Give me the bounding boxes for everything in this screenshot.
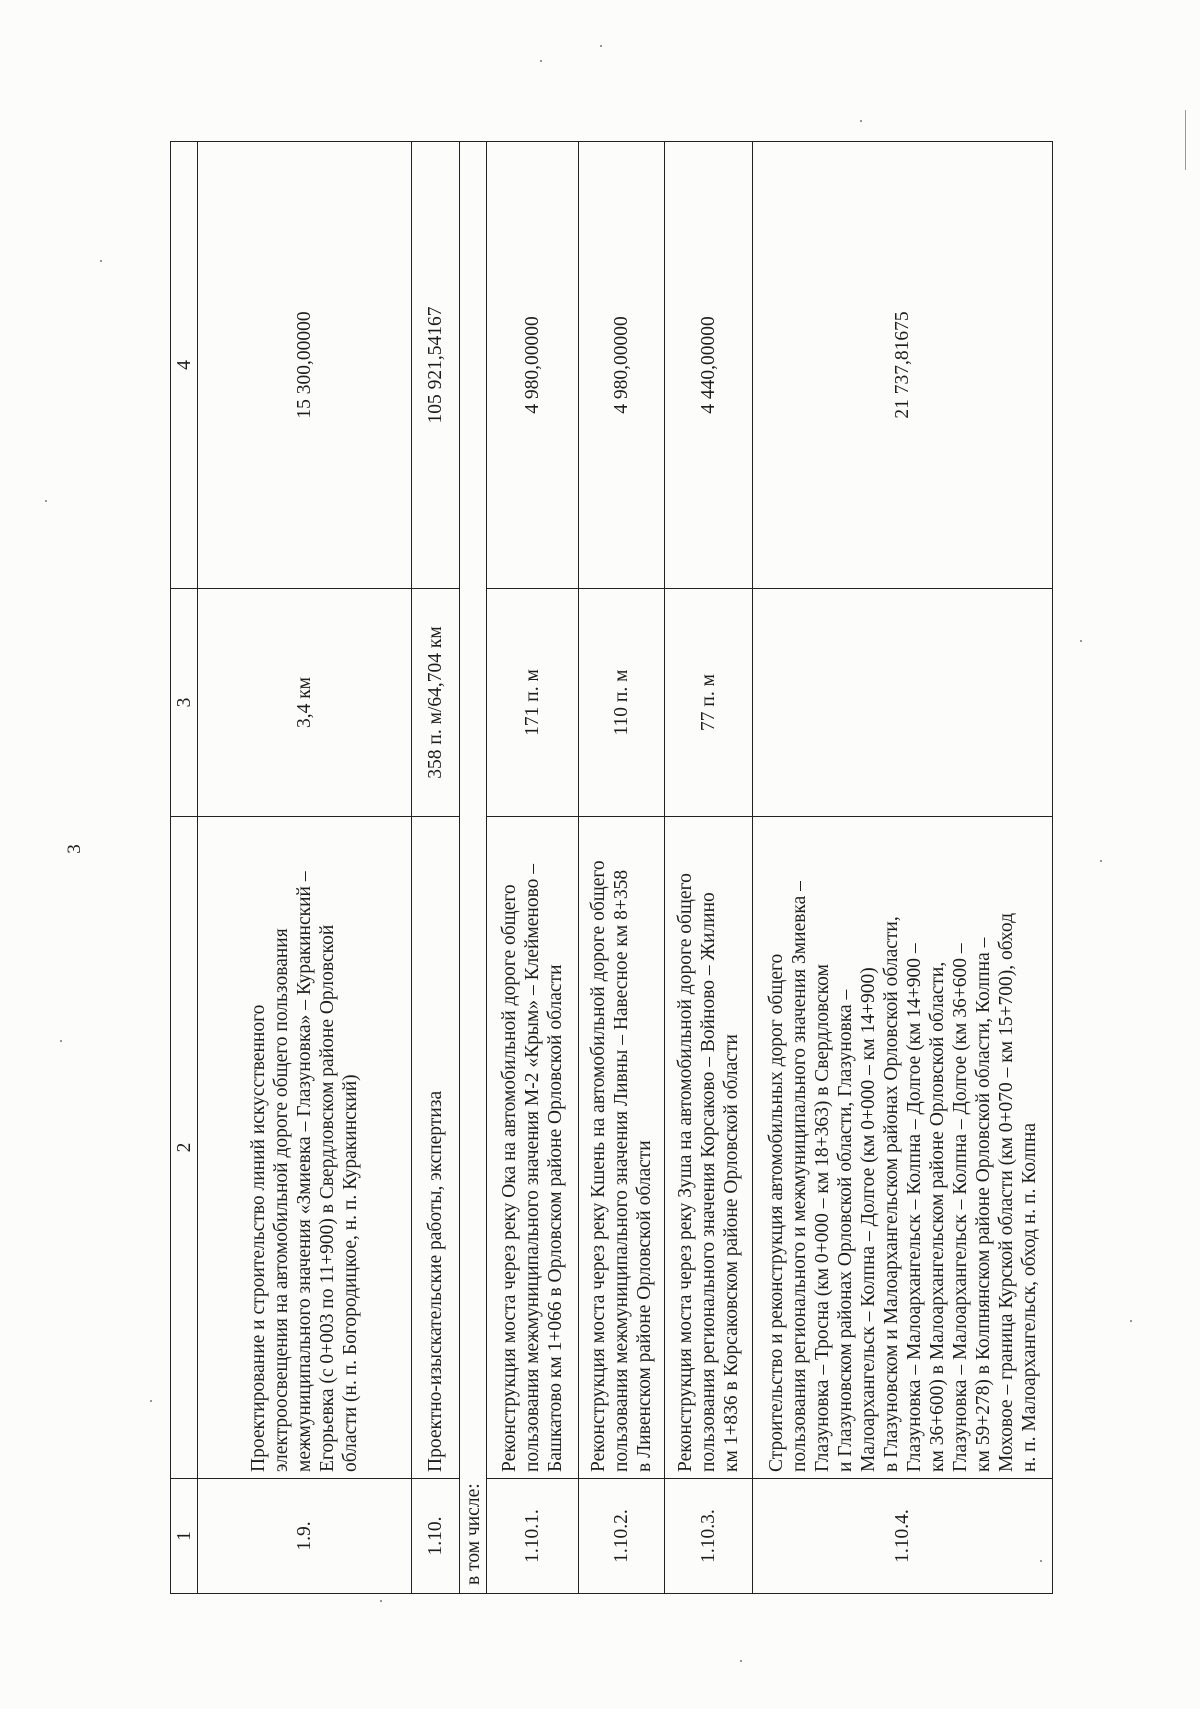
table-row — [579, 142, 665, 1594]
table-header-row — [171, 142, 198, 1594]
desc-line: пользования межмуниципального значения Ливны – Навесное км 8+358 — [611, 869, 632, 1472]
desc-line: км 59+278) в Колпнянском районе Орловской области, Колпна – — [972, 937, 994, 1472]
row-description — [579, 817, 665, 1479]
desc-line: пользования регионального и межмуниципального значения Змиевка – — [788, 881, 810, 1472]
row-quantity: 3,4 км — [198, 589, 412, 817]
table-row — [665, 142, 753, 1594]
table-row — [753, 142, 1053, 1594]
header-col-4: 4 — [171, 142, 198, 589]
row-amount: 105 921,54167 — [412, 142, 460, 589]
desc-line: и Глазуновском районах Орловской области, Глазуновка – — [834, 989, 856, 1472]
header-col-2: 2 — [171, 817, 198, 1479]
row-amount: 4 980,00000 — [579, 142, 665, 589]
page-number: 3 — [63, 844, 85, 854]
desc-line: Егорьевка (с 0+003 по 11+900) в Свердловском районе Орловской — [317, 924, 338, 1472]
row-quantity — [753, 589, 1053, 817]
subheader-text: в том числе: — [460, 142, 487, 1594]
row-number: 1.10.1. — [487, 1479, 579, 1594]
row-number: 1.10.4. — [753, 1479, 1053, 1594]
desc-line: пользования межмуниципального значения М-2 «Крым» – Клейменово – — [522, 863, 543, 1472]
desc-line: области (н. п. Богородицкое, н. п. Куракинский) — [340, 1074, 361, 1472]
desc-line: Реконструкция моста через реку Зуша на автомобильной дороге общего — [675, 873, 696, 1472]
desc-line: Реконструкция моста через реку Кшень на автомобильной дороге общего — [588, 860, 609, 1472]
desc-line: пользования регионального значения Корсаково – Войново – Жилино — [698, 892, 719, 1472]
table-row — [412, 142, 460, 1594]
row-number: 1.10. — [412, 1479, 460, 1594]
rotated-table-container — [170, 142, 1102, 1594]
desc-line: Малоархангельск – Колпна – Долгое (км 0+000 – км 14+900) — [857, 967, 879, 1472]
row-amount: 15 300,00000 — [198, 142, 412, 589]
row-description — [487, 817, 579, 1479]
desc-line: км 36+600) в Малоархангельском районе Орловской области, — [926, 961, 948, 1472]
desc-line: Строительство и реконструкция автомобильных дорог общего — [765, 953, 787, 1472]
desc-line: Башкатово км 1+066 в Орловском районе Орловской области — [545, 964, 566, 1472]
row-description — [753, 817, 1053, 1479]
desc-line: Проектирование и строительство линий искусственного — [248, 1004, 269, 1472]
desc-line: км 1+836 в Корсаковском районе Орловской области — [721, 1034, 742, 1472]
budget-table — [170, 141, 1053, 1594]
row-quantity: 171 п. м — [487, 589, 579, 817]
header-col-1: 1 — [171, 1479, 198, 1594]
row-amount: 4 440,00000 — [665, 142, 753, 589]
header-col-3: 3 — [171, 589, 198, 817]
desc-line: Проектно-изыскательские работы, экспертиза — [425, 1090, 446, 1472]
row-quantity: 358 п. м/64,704 км — [412, 589, 460, 817]
desc-line: Глазуновка – Малоархангельск – Колпна – Долгое (км 36+600 – — [949, 943, 971, 1472]
desc-line: в Глазуновском и Малоархангельском районах Орловской области, — [880, 916, 902, 1472]
desc-line: межмуниципального значения «Змиевка – Глазуновка» – Куракинский – — [294, 871, 315, 1472]
desc-line: Реконструкция моста через реку Ока на автомобильной дороге общего — [499, 884, 520, 1472]
desc-line: электроосвещения на автомобильной дороге общего пользования — [271, 928, 292, 1472]
desc-line: в Ливенском районе Орловской области — [634, 1140, 655, 1472]
desc-line: н. п. Малоархангельск, обход н. п. Колпна — [1018, 1123, 1040, 1472]
row-description — [665, 817, 753, 1479]
table-row — [198, 142, 412, 1594]
row-amount: 21 737,81675 — [753, 142, 1053, 589]
desc-line: Моховое – граница Курской области (км 0+070 – км 15+700), обход — [995, 912, 1017, 1472]
row-quantity: 77 п. м — [665, 589, 753, 817]
row-amount: 4 980,00000 — [487, 142, 579, 589]
desc-line: Глазуновка – Малоархангельск – Колпна – Долгое (км 14+900 – — [903, 943, 925, 1472]
row-number: 1.9. — [198, 1479, 412, 1594]
row-number: 1.10.3. — [665, 1479, 753, 1594]
table-row — [487, 142, 579, 1594]
subheader-row — [460, 142, 487, 1594]
row-description — [412, 817, 460, 1479]
row-number: 1.10.2. — [579, 1479, 665, 1594]
desc-line: Глазуновка – Тросна (км 0+000 – км 18+363) в Свердловском — [811, 964, 833, 1472]
row-description — [198, 817, 412, 1479]
row-quantity: 110 п. м — [579, 589, 665, 817]
